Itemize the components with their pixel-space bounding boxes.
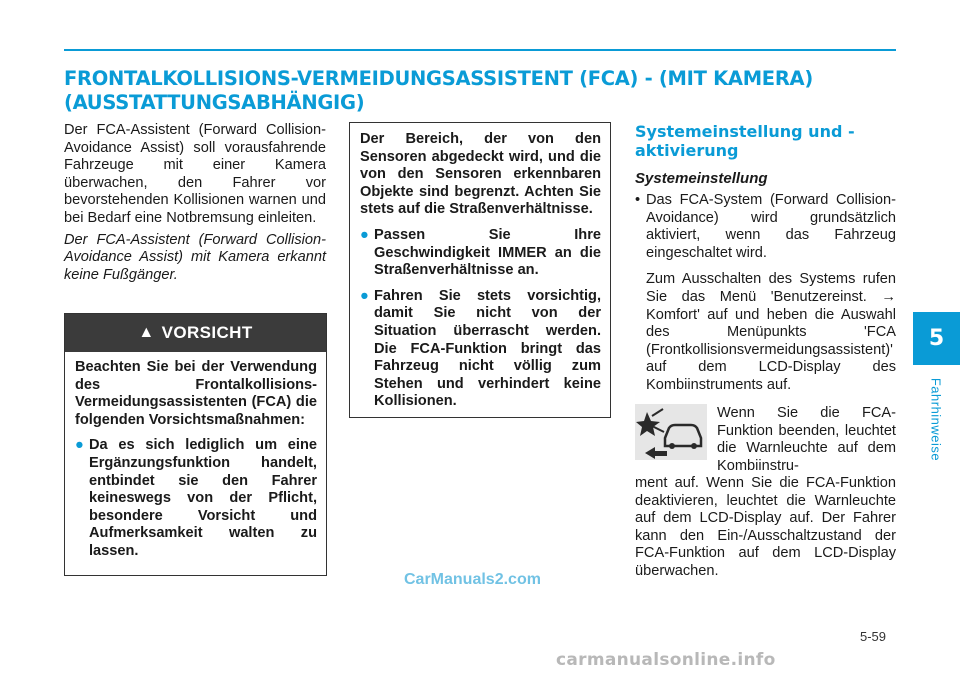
caution-header <box>65 314 326 352</box>
caution-box-continued <box>349 122 611 418</box>
caution-text-continued: Der Bereich, der von den Sensoren abgedeckt wird, und die von den Sensoren erkennbaren Objekte sind begrenzt. Achten Sie stets auf die Straßenverhältnisse. <box>360 131 601 218</box>
caution-bullet <box>360 288 601 411</box>
page-number: 5-59 <box>860 629 887 644</box>
chapter-tab <box>913 312 960 365</box>
page-title <box>64 67 904 115</box>
fca-warning-light-icon <box>635 404 707 460</box>
title-line-2: (AUSSTATTUNGSABHÄNGIG) <box>64 91 365 114</box>
top-rule <box>64 49 896 51</box>
chapter-number: 5 <box>928 326 945 351</box>
settings-paragraph: Zum Ausschalten des Systems rufen Sie das Menü 'Benutzereinst. → Komfort' auf und heben die Auswahl des Menüpunkts 'FCA (Frontkollisionsvermeidungsassistent)' auf dem LCD-Display des Kombiinstruments auf. <box>646 271 896 393</box>
intro-column <box>64 122 326 284</box>
footer-watermark: carmanualsonline.info <box>556 650 776 670</box>
caution-bullet-text: Da es sich lediglich um eine Ergänzungsfunktion handelt, entbindet sie den Fahrer keineswegs von der Pflicht, besondere Vorsicht und Aufmerksamkeit walten zu lassen. <box>89 437 317 559</box>
intro-paragraph: Der FCA-Assistent (Forward Collision-Avoidance Assist) soll vorausfahrende Fahrzeuge mit einer Kamera überwachen, den Fahrer vor bevorstehenden Kollisionen warnen und bei Bedarf eine Notbremsung einleiten. <box>64 122 326 226</box>
caution-box <box>64 313 327 576</box>
bullet-dot-icon: ● <box>360 226 369 243</box>
warning-triangle-icon: ▲ <box>138 324 155 341</box>
warning-light-text-continued: ment auf. Wenn Sie die FCA-Funktion deaktivieren, leuchtet die Warnleuchte auf dem LCD-Display auf. Der Fahrer kann den Ein-/Ausschaltzustand der FCA-Funktion auf dem LCD-Display überwachen. <box>635 475 896 579</box>
caution-bullet-text: Passen Sie Ihre Geschwindigkeit IMMER an die Straßenverhältnisse an. <box>374 226 601 279</box>
settings-bullet-text: Das FCA-System (Forward Collision-Avoidance) wird grundsätzlich aktiviert, wenn das Fahrzeug eingeschaltet wird. <box>646 192 896 261</box>
caution-bullet <box>75 437 317 560</box>
caution-lead: Beachten Sie bei der Verwendung des Frontalkollisions-Vermeidungsassistenten (FCA) die folgenden Vorsichtsmaßnahmen: <box>75 359 317 428</box>
warning-light-text: Wenn Sie die FCA-Funktion beenden, leuchtet die Warnleuchte auf dem Kombiinstru- <box>717 405 896 474</box>
intro-note: Der FCA-Assistent (Forward Collision-Avoidance Assist) mit Kamera erkannt keine Fußgänger. <box>64 231 326 283</box>
caution-bullet-text: Fahren Sie stets vorsichtig, damit Sie nicht von der Situation überrascht werden. Die FCA-Funktion bringt das Fahrzeug nicht völlig zum Stehen und verhindert keine Kollisionen. <box>374 287 601 410</box>
section-subheading: Systemeinstellung <box>635 170 768 187</box>
settings-column <box>635 122 896 395</box>
settings-bullet <box>635 192 896 262</box>
bullet-dot-icon: ● <box>360 287 369 304</box>
section-heading: Systemeinstellung und -aktivierung <box>635 122 855 160</box>
bullet-dot-icon: • <box>635 192 641 208</box>
caution-bullet <box>360 227 601 280</box>
caution-heading: VORSICHT <box>161 323 253 342</box>
chapter-label: Fahrhinweise <box>928 377 944 462</box>
watermark: CarManuals2.com <box>404 571 541 588</box>
title-line-1: FRONTALKOLLISIONS-VERMEIDUNGSASSISTENT (FCA) - (MIT KAMERA) <box>64 67 813 90</box>
bullet-dot-icon: ● <box>75 437 84 454</box>
